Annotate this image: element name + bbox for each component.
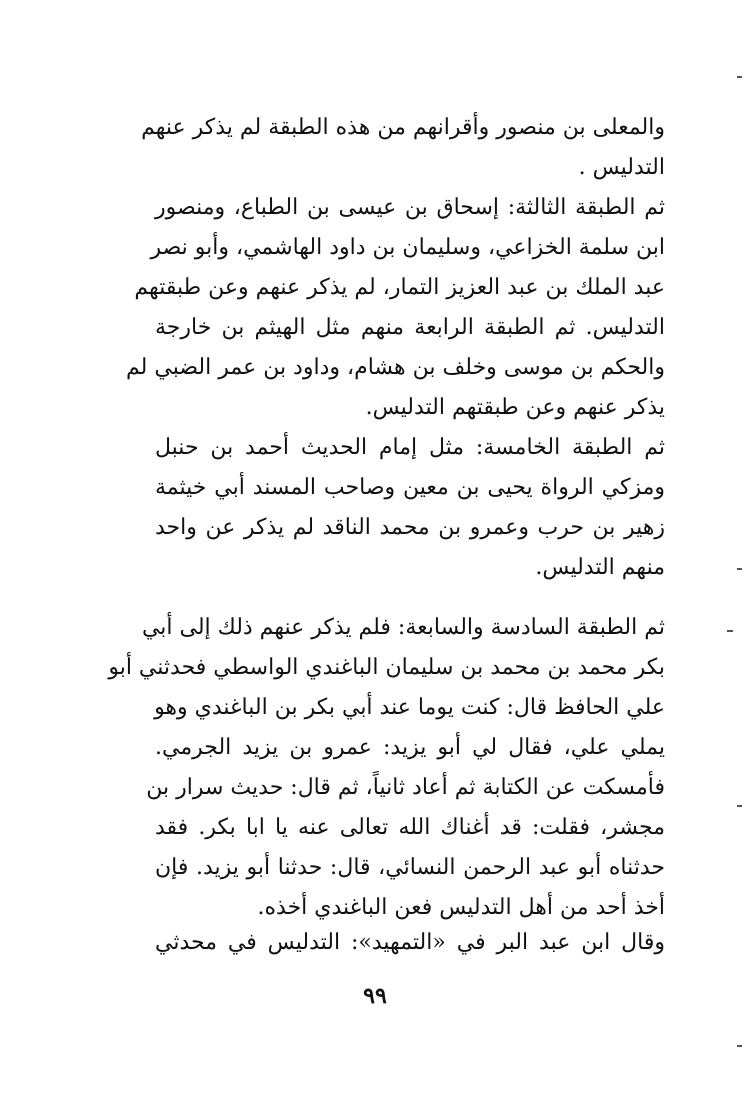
text-line: ثم الطبقة الخامسة: مثل إمام الحديث أحمد بن حنبل bbox=[155, 435, 665, 460]
paragraph-5 bbox=[155, 923, 665, 963]
text-line: والمعلى بن منصور وأقرانهم من هذه الطبقة لم يذكر عنهم bbox=[141, 115, 665, 140]
text-line: التدليس. ثم الطبقة الرابعة منهم مثل الهيثم بن خارجة bbox=[155, 315, 665, 340]
text-line: ثم الطبقة الثالثة: إسحاق بن عيسى بن الطباع، ومنصور bbox=[155, 195, 665, 220]
text-line: منهم التدليس. bbox=[535, 555, 665, 580]
text-line: فأمسكت عن الكتابة ثم أعاد ثانياً، ثم قال: حديث سرار بن bbox=[146, 775, 665, 800]
paragraph-3 bbox=[155, 428, 665, 588]
scan-mark bbox=[727, 630, 733, 632]
text-line: بكر محمد بن محمد بن سليمان الباغندي الواسطي فحدثني أبو bbox=[108, 655, 665, 680]
text-line: ومزكي الرواة يحيى بن معين وصاحب المسند أبي خيثمة bbox=[155, 475, 665, 500]
text-line: مجشر، فقلت: قد أغناك الله تعالى عنه يا ابا بكر. فقد bbox=[155, 815, 665, 840]
text-line: يملي علي، فقال لي أبو يزيد: عمرو بن يزيد الجرمي. bbox=[155, 735, 665, 760]
text-line: عبد الملك بن عبد العزيز التمار، لم يذكر عنهم وعن طبقتهم bbox=[134, 275, 665, 300]
text-line: التدليس . bbox=[578, 155, 665, 180]
paragraph-2 bbox=[126, 188, 665, 428]
paragraph-1 bbox=[141, 108, 665, 188]
text-line: ثم الطبقة السادسة والسابعة: فلم يذكر عنهم ذلك إلى أبي bbox=[141, 615, 665, 640]
text-line: زهير بن حرب وعمرو بن محمد الناقد لم يذكر عن واحد bbox=[155, 515, 665, 540]
text-line: يذكر عنهم وعن طبقتهم التدليس. bbox=[365, 395, 665, 420]
text-line: وقال ابن عبد البر في «التمهيد»: التدليس في محدثي bbox=[155, 930, 665, 955]
page-number: ٩٩ bbox=[363, 983, 387, 1009]
scan-mark bbox=[737, 805, 742, 807]
scan-mark bbox=[737, 568, 742, 570]
text-line: أخذ أحد من أهل التدليس فعن الباغندي أخذه. bbox=[257, 895, 665, 920]
text-line: علي الحافظ قال: كنت يوما عند أبي بكر بن الباغندي وهو bbox=[154, 695, 665, 720]
text-line: حدثناه أبو عبد الرحمن النسائي، قال: حدثنا أبو يزيد. فإن bbox=[155, 855, 665, 880]
scan-mark bbox=[737, 1045, 742, 1047]
paragraph-4 bbox=[108, 608, 665, 928]
text-line: ابن سلمة الخزاعي، وسليمان بن داود الهاشمي، وأبو نصر bbox=[150, 235, 665, 260]
text-line: والحكم بن موسى وخلف بن هشام، وداود بن عمر الضبي لم bbox=[126, 355, 665, 380]
scan-mark bbox=[737, 76, 742, 78]
